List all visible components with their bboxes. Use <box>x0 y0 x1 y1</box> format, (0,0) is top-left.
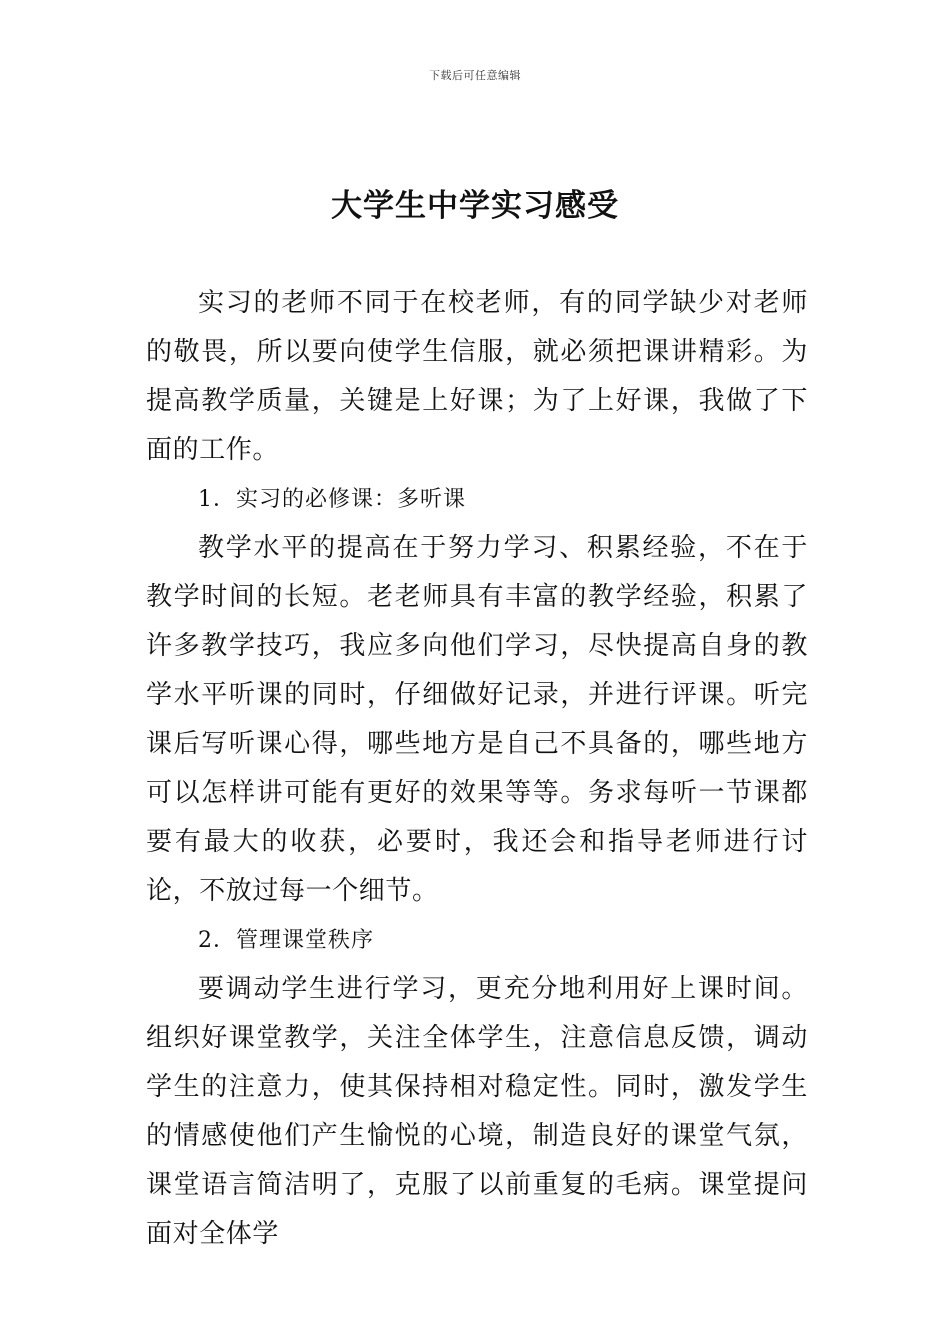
document-body <box>146 279 808 1259</box>
header-note: 下载后可任意编辑 <box>429 69 521 82</box>
paragraph-classroom: 要调动学生进行学习，更充分地利用好上课时间。组织好课堂教学，关注全体学生，注意信息反馈，调动学生的注意力，使其保持相对稳定性。同时，激发学生的情感使他们产生愉悦的心境，制造良好的课堂气氛，课堂语言简洁明了，克服了以前重复的毛病。课堂提问面对全体学 <box>146 974 808 1249</box>
paragraph-intro: 实习的老师不同于在校老师，有的同学缺少对老师的敬畏，所以要向使学生信服，就必须把课讲精彩。为提高教学质量，关键是上好课；为了上好课，我做了下面的工作。 <box>146 288 808 465</box>
section-heading-2: 2．管理课堂秩序 <box>198 928 374 953</box>
section-heading-1: 1．实习的必修课：多听课 <box>198 487 466 512</box>
paragraph-listening: 教学水平的提高在于努力学习、积累经验，不在于教学时间的长短。老老师具有丰富的教学经验，积累了许多教学技巧，我应多向他们学习，尽快提高自身的教学水平听课的同时，仔细做好记录，并进行评课。听完课后写听课心得，哪些地方是自己不具备的，哪些地方可以怎样讲可能有更好的效果等等。务求每听一节课都要有最大的收获，必要时，我还会和指导老师进行讨论，不放过每一个细节。 <box>146 533 808 906</box>
document-title: 大学生中学实习感受 <box>331 188 619 224</box>
